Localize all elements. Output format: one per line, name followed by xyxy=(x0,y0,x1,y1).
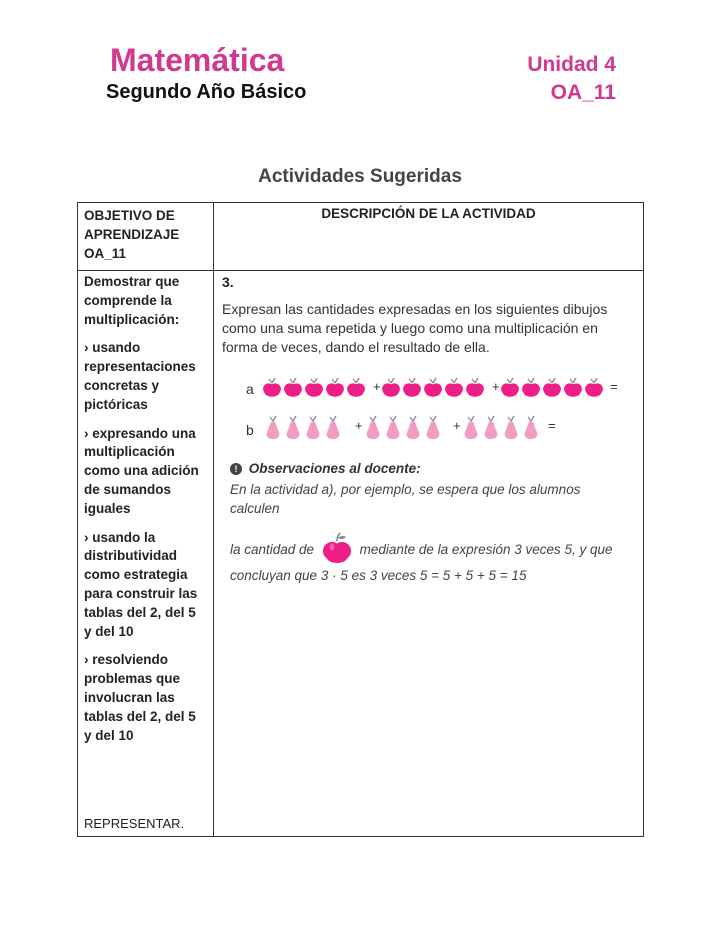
observations-text: mediante de la expresión 3 veces 5, y que xyxy=(359,542,613,557)
observations-line: En la actividad a), por ejemplo, se espera que los alumnos calculen xyxy=(230,482,581,516)
row-b-label: b xyxy=(246,422,254,438)
description-header: DESCRIPCIÓN DE LA ACTIVIDAD xyxy=(214,203,644,271)
apple-icon xyxy=(424,378,442,397)
apple-icon xyxy=(445,378,463,397)
observations-line: concluyan que 3 · 5 es 3 veces 5 = 5 + 5 + 5 = 15 xyxy=(230,568,527,583)
apple-icon xyxy=(466,378,484,397)
apple-icon xyxy=(522,378,540,397)
apple-icon xyxy=(284,378,302,397)
objective-cell xyxy=(78,271,214,837)
pear-icon xyxy=(525,416,538,439)
pear-row xyxy=(267,416,538,439)
pear-icon xyxy=(387,416,400,439)
subject-title: Matemática xyxy=(110,42,285,78)
observations-title: Observaciones al docente: xyxy=(248,461,421,476)
objective-bullet: › expresando una multiplicación como una adición de sumandos iguales xyxy=(84,425,199,516)
teacher-observations xyxy=(230,459,630,585)
pear-icon xyxy=(367,416,380,439)
pear-icon xyxy=(465,416,478,439)
pear-icon xyxy=(307,416,320,439)
objective-bullet: › usando la distributividad como estrategia para construir las tablas del 2, del 5 y del 10 xyxy=(84,529,198,639)
plus-sign: + xyxy=(355,418,363,433)
apple-icon xyxy=(382,378,400,397)
unit-label: Unidad 4 xyxy=(527,53,616,76)
apple-icon xyxy=(564,378,582,397)
plus-sign: + xyxy=(373,379,381,394)
objective-header-line: APRENDIZAJE xyxy=(84,227,180,242)
oa-label: OA_11 xyxy=(550,81,616,104)
apple-icon xyxy=(403,378,421,397)
plus-sign: + xyxy=(453,418,461,433)
apple-icon xyxy=(501,378,519,397)
pear-icon xyxy=(407,416,420,439)
observations-text: la cantidad de xyxy=(230,542,315,557)
apple-row xyxy=(263,378,603,397)
observations-line xyxy=(230,532,630,564)
grade-title: Segundo Año Básico xyxy=(106,81,307,103)
info-icon: ! xyxy=(230,463,242,475)
activity-description: Expresan las cantidades expresadas en los siguientes dibujos como una suma repetida y luego como una multiplicación en forma de veces, dando el resultado de ella. xyxy=(222,301,608,355)
pear-icon xyxy=(267,416,280,439)
activity-number: 3. xyxy=(222,274,234,290)
apple-icon xyxy=(347,378,365,397)
equals-sign: = xyxy=(610,379,618,394)
apple-icon xyxy=(305,378,323,397)
activities-table xyxy=(77,202,644,837)
fruit-illustration xyxy=(238,373,658,453)
plus-sign: + xyxy=(492,379,500,394)
apple-icon xyxy=(322,532,352,564)
apple-icon xyxy=(326,378,344,397)
objective-footer: REPRESENTAR. xyxy=(84,816,185,832)
activity-cell xyxy=(214,271,644,837)
objective-header-line: OBJETIVO DE xyxy=(84,208,175,223)
pear-icon xyxy=(485,416,498,439)
section-title: Actividades Sugeridas xyxy=(258,166,462,187)
objective-header-line: OA_11 xyxy=(84,246,127,261)
objective-bullet: › resolviendo problemas que involucran las tablas del 2, del 5 y del 10 xyxy=(84,652,196,743)
row-a-label: a xyxy=(246,381,254,397)
equals-sign: = xyxy=(548,418,556,433)
pear-icon xyxy=(327,416,340,439)
pear-icon xyxy=(427,416,440,439)
apple-icon xyxy=(585,378,603,397)
objective-bullet: › usando representaciones concretas y pictóricas xyxy=(84,340,196,412)
apple-icon xyxy=(543,378,561,397)
pear-icon xyxy=(287,416,300,439)
apple-icon xyxy=(263,378,281,397)
pear-icon xyxy=(505,416,518,439)
objective-header xyxy=(78,203,214,271)
objective-intro: Demostrar que comprende la multiplicación: xyxy=(84,274,180,327)
